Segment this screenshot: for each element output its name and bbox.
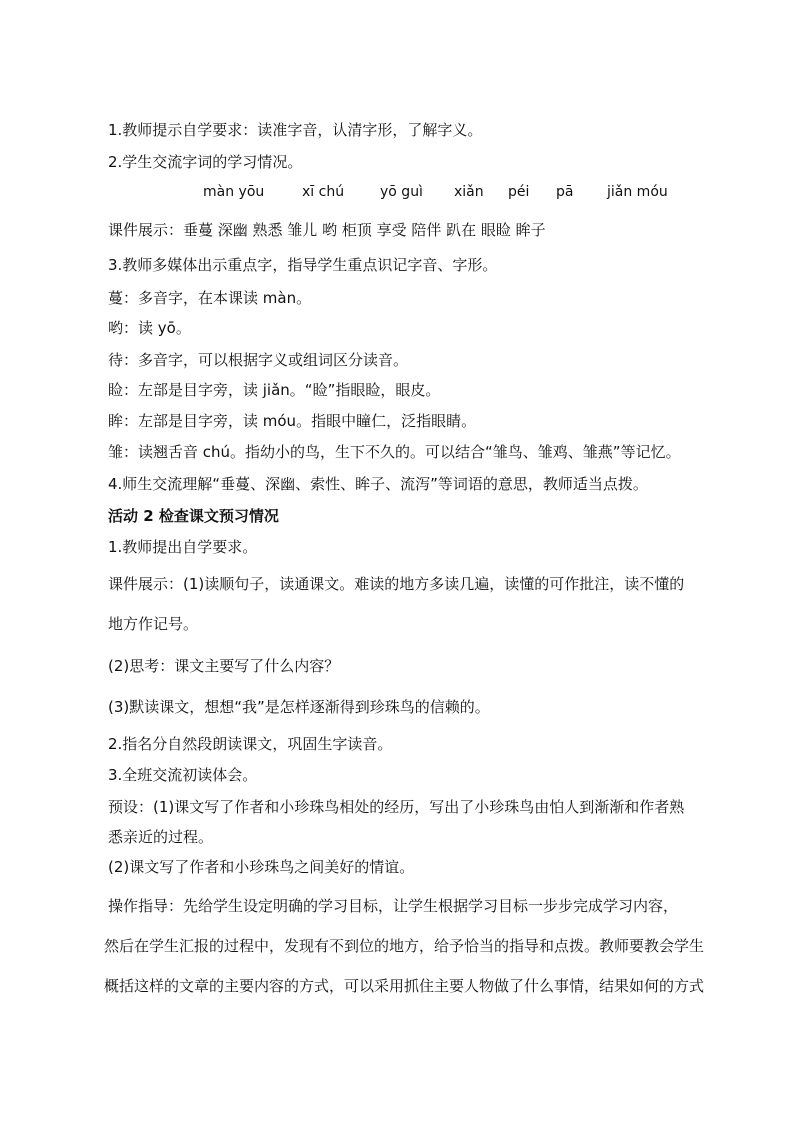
pinyin-item: pā [556,184,574,200]
pinyin-item: xī chú [302,184,345,200]
text-line-21: 悉亲近的过程。 [108,828,214,846]
pinyin-row [0,184,794,204]
text-line-7: 待：多音字，可以根据字义或组词区分读音。 [108,351,409,369]
text-line-15: 地方作记号。 [108,615,199,633]
pinyin-item: yō guì [380,184,423,200]
text-line-3: 课件展示：垂蔓 深幽 熟悉 雏儿 哟 柜顶 享受 陪伴 趴在 眼睑 眸子 [108,221,546,239]
text-line-8: 睑：左部是目字旁，读 jiǎn。“睑”指眼睑，眼皮。 [108,381,441,399]
text-line-17: (3)默读课文，想想“我”是怎样逐渐得到珍珠鸟的信赖的。 [108,698,490,716]
pinyin-item: xiǎn [454,184,484,200]
text-line-1: 1.教师提示自学要求：读准字音，认清字形，了解字义。 [108,121,483,139]
text-line-5: 蔓：多音字，在本课读 màn。 [108,289,312,307]
text-line-6: 哟：读 yō。 [108,319,191,337]
pinyin-item: màn yōu [203,184,265,200]
text-line-2: 2.学生交流字词的学习情况。 [108,153,303,171]
text-line-19: 3.全班交流初读体会。 [108,766,258,784]
section-heading: 活动 2 检查课文预习情况 [108,507,279,525]
text-line-23: 操作指导：先给学生设定明确的学习目标，让学生根据学习目标一步步完成学习内容， [108,897,679,915]
pinyin-item: péi [508,184,530,200]
text-line-10: 雏：读翘舌音 chú。指幼小的鸟，生下不久的。可以结合“雏鸟、雏鸡、雏燕”等记忆。 [108,443,681,461]
text-line-25: 概括这样的文章的主要内容的方式，可以采用抓住主要人物做了什么事情，结果如何的方式 [104,977,705,995]
text-line-14: 课件展示：(1)读顺句子，读通课文。难读的地方多读几遍，读懂的可作批注，读不懂的 [108,575,685,593]
text-line-24: 然后在学生汇报的过程中，发现有不到位的地方，给予恰当的指导和点拨。教师要教会学生 [104,937,705,955]
text-line-20: 预设：(1)课文写了作者和小珍珠鸟相处的经历，写出了小珍珠鸟由怕人到渐渐和作者熟 [108,798,685,816]
pinyin-item: jiǎn móu [607,184,668,200]
text-line-18: 2.指名分自然段朗读课文，巩固生字读音。 [108,735,393,753]
text-line-4: 3.教师多媒体出示重点字，指导学生重点识记字音、字形。 [108,256,498,274]
text-line-13: 1.教师提出自学要求。 [108,538,258,556]
text-line-16: (2)思考：课文主要写了什么内容？ [108,657,340,675]
text-line-11: 4.师生交流理解“垂蔓、深幽、索性、眸子、流泻”等词语的意思，教师适当点拨。 [108,475,648,493]
text-line-22: (2)课文写了作者和小珍珠鸟之间美好的情谊。 [108,858,415,876]
text-line-9: 眸：左部是目字旁，读 móu。指眼中瞳仁，泛指眼睛。 [108,412,477,430]
